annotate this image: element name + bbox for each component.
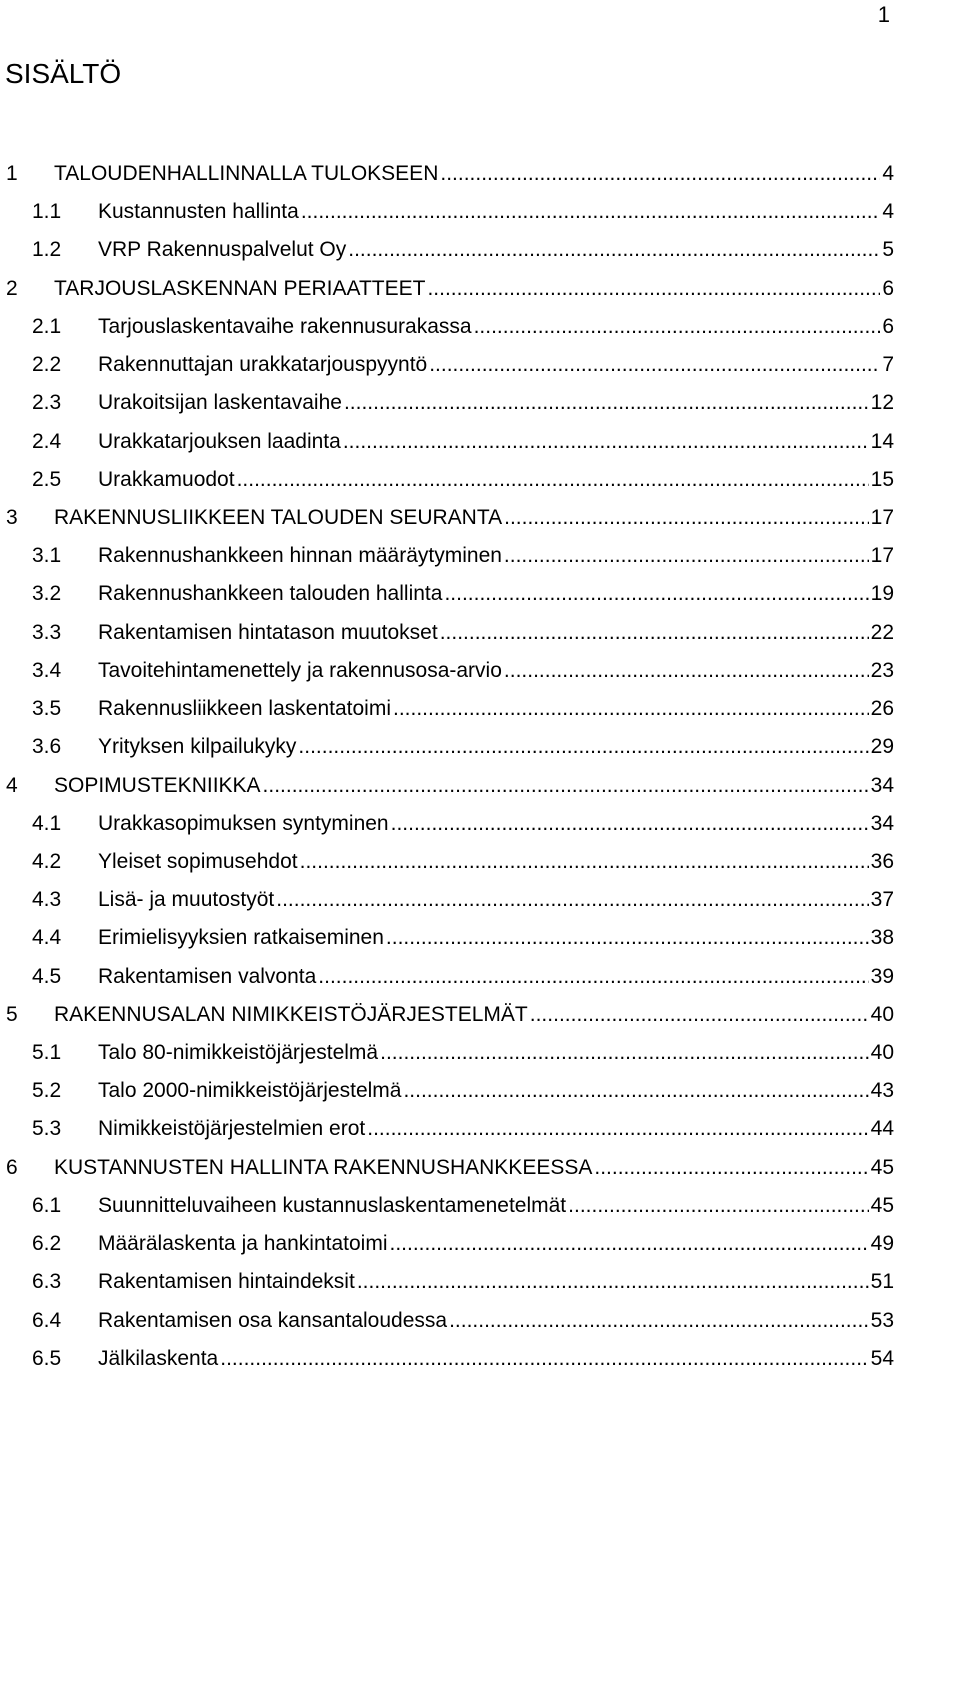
dot-leader [429, 353, 880, 377]
toc-entry[interactable] [6, 315, 894, 353]
toc-entry[interactable] [6, 1041, 894, 1079]
dot-leader [298, 735, 868, 759]
toc-entry-page: 34 [870, 773, 894, 797]
toc-entry-number: 6.3 [32, 1270, 62, 1294]
toc-entry-number: 4.1 [32, 811, 62, 835]
toc-entry[interactable] [6, 621, 894, 659]
toc-entry-number: 2.1 [32, 314, 62, 338]
toc-entry-page: 51 [870, 1270, 894, 1294]
toc-entry-number: 3.1 [32, 544, 62, 568]
toc-entry[interactable] [6, 391, 894, 429]
toc-entry-page: 12 [870, 391, 894, 415]
dot-leader [427, 277, 880, 301]
toc-entry-title: Tavoitehintamenettely ja rakennusosa-arvio [98, 658, 502, 682]
toc-entry-title: Määrälaskenta ja hankintatoimi [98, 1232, 388, 1256]
toc-entry-title: Rakentamisen hintaindeksit [98, 1270, 355, 1294]
toc-entry-number: 6.5 [32, 1346, 62, 1370]
toc-entry-title: Rakennushankkeen hinnan määräytyminen [98, 544, 502, 568]
toc-entry-title: Tarjouslaskentavaihe rakennusurakassa [98, 314, 472, 338]
toc-entry[interactable] [6, 544, 894, 582]
toc-entry-page: 53 [870, 1308, 894, 1332]
toc-entry-number: 3.2 [32, 582, 62, 606]
toc-entry-page: 5 [882, 238, 894, 262]
dot-leader [357, 1270, 869, 1294]
dot-leader [220, 1347, 868, 1371]
toc-entry-number: 4.2 [32, 849, 62, 873]
toc-entry-number: 5.1 [32, 1041, 62, 1065]
toc-entry[interactable] [6, 506, 894, 544]
toc-entry[interactable] [6, 697, 894, 735]
toc-entry[interactable] [6, 162, 894, 200]
dot-leader [530, 1003, 869, 1027]
toc-entry-number: 2 [6, 276, 18, 300]
toc-entry-title: Rakentamisen hintatason muutokset [98, 620, 438, 644]
toc-entry-number: 3.4 [32, 658, 62, 682]
toc-entry[interactable] [6, 1117, 894, 1155]
toc-entry-number: 2.4 [32, 429, 62, 453]
page-number: 1 [877, 2, 890, 27]
toc-entry[interactable] [6, 200, 894, 238]
dot-leader [343, 430, 869, 454]
toc-entry-page: 39 [870, 964, 894, 988]
toc-entry-page: 49 [870, 1232, 894, 1256]
toc-entry-number: 2.2 [32, 353, 62, 377]
toc-entry[interactable] [6, 774, 894, 812]
toc-entry[interactable] [6, 1156, 894, 1194]
dot-leader [300, 850, 869, 874]
dot-leader [440, 621, 869, 645]
toc-entry-title: Yrityksen kilpailukyky [98, 735, 297, 759]
toc-entry-number: 5 [6, 1002, 18, 1026]
toc-entry-page: 7 [882, 353, 894, 377]
dot-leader [301, 200, 881, 224]
toc-entry-title: Kustannusten hallinta [98, 200, 299, 224]
toc-entry[interactable] [6, 735, 894, 773]
toc-entry-number: 1.2 [32, 238, 62, 262]
toc-entry-title: VRP Rakennuspalvelut Oy [98, 238, 347, 262]
toc-entry-number: 3.6 [32, 735, 62, 759]
toc-title: SISÄLTÖ [5, 58, 122, 89]
toc-entry-title: Urakkatarjouksen laadinta [98, 429, 341, 453]
toc-entry-page: 38 [870, 926, 894, 950]
toc-entry[interactable] [6, 582, 894, 620]
dot-leader [237, 468, 869, 492]
table-of-contents [6, 162, 894, 1385]
toc-entry-number: 1.1 [32, 200, 62, 224]
toc-entry-page: 17 [870, 505, 894, 529]
dot-leader [391, 812, 869, 836]
toc-entry-title: TARJOUSLASKENNAN PERIAATTEET [54, 276, 426, 300]
toc-entry-title: Jälkilaskenta [98, 1346, 219, 1370]
toc-entry-number: 4 [6, 773, 18, 797]
dot-leader [348, 238, 880, 262]
toc-entry-page: 29 [870, 735, 894, 759]
toc-entry-number: 5.3 [32, 1117, 62, 1141]
dot-leader [390, 1232, 869, 1256]
toc-entry-title: Lisä- ja muutostyöt [98, 888, 275, 912]
toc-entry-number: 5.2 [32, 1079, 62, 1103]
dot-leader [367, 1117, 868, 1141]
toc-entry-title: RAKENNUSALAN NIMIKKEISTÖJÄRJESTELMÄT [54, 1002, 528, 1026]
toc-entry[interactable] [6, 1347, 894, 1385]
dot-leader [386, 926, 869, 950]
toc-entry-page: 36 [870, 849, 894, 873]
toc-entry-title: Urakkasopimuksen syntyminen [98, 811, 389, 835]
toc-entry[interactable] [6, 850, 894, 888]
toc-entry-number: 3.3 [32, 620, 62, 644]
toc-entry-title: Urakoitsijan laskentavaihe [98, 391, 342, 415]
toc-entry-page: 43 [870, 1079, 894, 1103]
toc-entry-title: Suunnitteluvaiheen kustannuslaskentamenetelmät [98, 1193, 567, 1217]
dot-leader [393, 697, 869, 721]
dot-leader [440, 162, 880, 186]
toc-entry-page: 6 [882, 314, 894, 338]
toc-entry-page: 4 [882, 162, 894, 185]
toc-entry-number: 6 [6, 1155, 18, 1179]
toc-entry[interactable] [6, 1232, 894, 1270]
toc-entry-page: 15 [870, 467, 894, 491]
toc-entry-title: Talo 2000-nimikkeistöjärjestelmä [98, 1079, 402, 1103]
toc-entry-number: 4.3 [32, 888, 62, 912]
toc-entry-title: Urakkamuodot [98, 467, 235, 491]
dot-leader [504, 659, 869, 683]
dot-leader [263, 774, 869, 798]
dot-leader [504, 506, 869, 530]
dot-leader [568, 1194, 868, 1218]
dot-leader [380, 1041, 869, 1065]
toc-entry[interactable] [6, 277, 894, 315]
toc-entry[interactable] [6, 353, 894, 391]
dot-leader [449, 1309, 869, 1333]
toc-entry-number: 3.5 [32, 697, 62, 721]
dot-leader [318, 965, 868, 989]
toc-entry-title: Rakennuttajan urakkatarjouspyyntö [98, 353, 428, 377]
toc-entry-title: Nimikkeistöjärjestelmien erot [98, 1117, 366, 1141]
toc-entry-number: 3 [6, 505, 18, 529]
toc-entry[interactable] [6, 468, 894, 506]
toc-entry-page: 34 [870, 811, 894, 835]
toc-entry-title: Rakennushankkeen talouden hallinta [98, 582, 443, 606]
toc-entry[interactable] [6, 888, 894, 926]
toc-entry-title: Rakennusliikkeen laskentatoimi [98, 697, 391, 721]
toc-entry-title: RAKENNUSLIIKKEEN TALOUDEN SEURANTA [54, 505, 503, 529]
toc-entry-number: 1 [6, 162, 18, 185]
toc-entry-page: 14 [870, 429, 894, 453]
dot-leader [403, 1079, 868, 1103]
toc-entry-page: 19 [870, 582, 894, 606]
toc-entry-number: 4.4 [32, 926, 62, 950]
toc-entry-title: Rakentamisen osa kansantaloudessa [98, 1308, 448, 1332]
toc-entry[interactable] [6, 238, 894, 276]
toc-entry-page: 40 [870, 1002, 894, 1026]
toc-entry-title: Rakentamisen valvonta [98, 964, 317, 988]
dot-leader [276, 888, 868, 912]
toc-entry-title: Talo 80-nimikkeistöjärjestelmä [98, 1041, 379, 1065]
dot-leader [504, 544, 869, 568]
toc-entry-page: 23 [870, 658, 894, 682]
toc-entry[interactable] [6, 1270, 894, 1308]
toc-entry-page: 44 [870, 1117, 894, 1141]
toc-entry[interactable] [6, 926, 894, 964]
toc-entry-title: TALOUDENHALLINNALLA TULOKSEEN [54, 162, 439, 185]
toc-entry[interactable] [6, 430, 894, 468]
toc-entry[interactable] [6, 1194, 894, 1232]
dot-leader [474, 315, 881, 339]
toc-entry-page: 6 [882, 276, 894, 300]
toc-entry-page: 45 [870, 1193, 894, 1217]
toc-entry-page: 17 [870, 544, 894, 568]
toc-entry-page: 4 [882, 200, 894, 224]
toc-entry-number: 6.4 [32, 1308, 62, 1332]
toc-entry-title: Yleiset sopimusehdot [98, 849, 298, 873]
toc-entry[interactable] [6, 1309, 894, 1347]
toc-entry[interactable] [6, 1003, 894, 1041]
dot-leader [344, 391, 869, 415]
toc-entry-number: 4.5 [32, 964, 62, 988]
toc-entry[interactable] [6, 965, 894, 1003]
toc-entry-number: 2.5 [32, 467, 62, 491]
toc-entry[interactable] [6, 812, 894, 850]
toc-entry[interactable] [6, 1079, 894, 1117]
toc-entry-title: KUSTANNUSTEN HALLINTA RAKENNUSHANKKEESSA [54, 1155, 593, 1179]
toc-entry-page: 22 [870, 620, 894, 644]
toc-entry-page: 37 [870, 888, 894, 912]
toc-entry-title: Erimielisyyksien ratkaiseminen [98, 926, 384, 950]
toc-entry-number: 6.1 [32, 1193, 62, 1217]
toc-entry-page: 54 [870, 1346, 894, 1370]
toc-entry-page: 45 [870, 1155, 894, 1179]
toc-entry[interactable] [6, 659, 894, 697]
toc-entry-number: 2.3 [32, 391, 62, 415]
toc-entry-title: SOPIMUSTEKNIIKKA [54, 773, 261, 797]
toc-entry-page: 40 [870, 1041, 894, 1065]
toc-entry-number: 6.2 [32, 1232, 62, 1256]
dot-leader [444, 582, 868, 606]
dot-leader [594, 1156, 868, 1180]
toc-entry-page: 26 [870, 697, 894, 721]
